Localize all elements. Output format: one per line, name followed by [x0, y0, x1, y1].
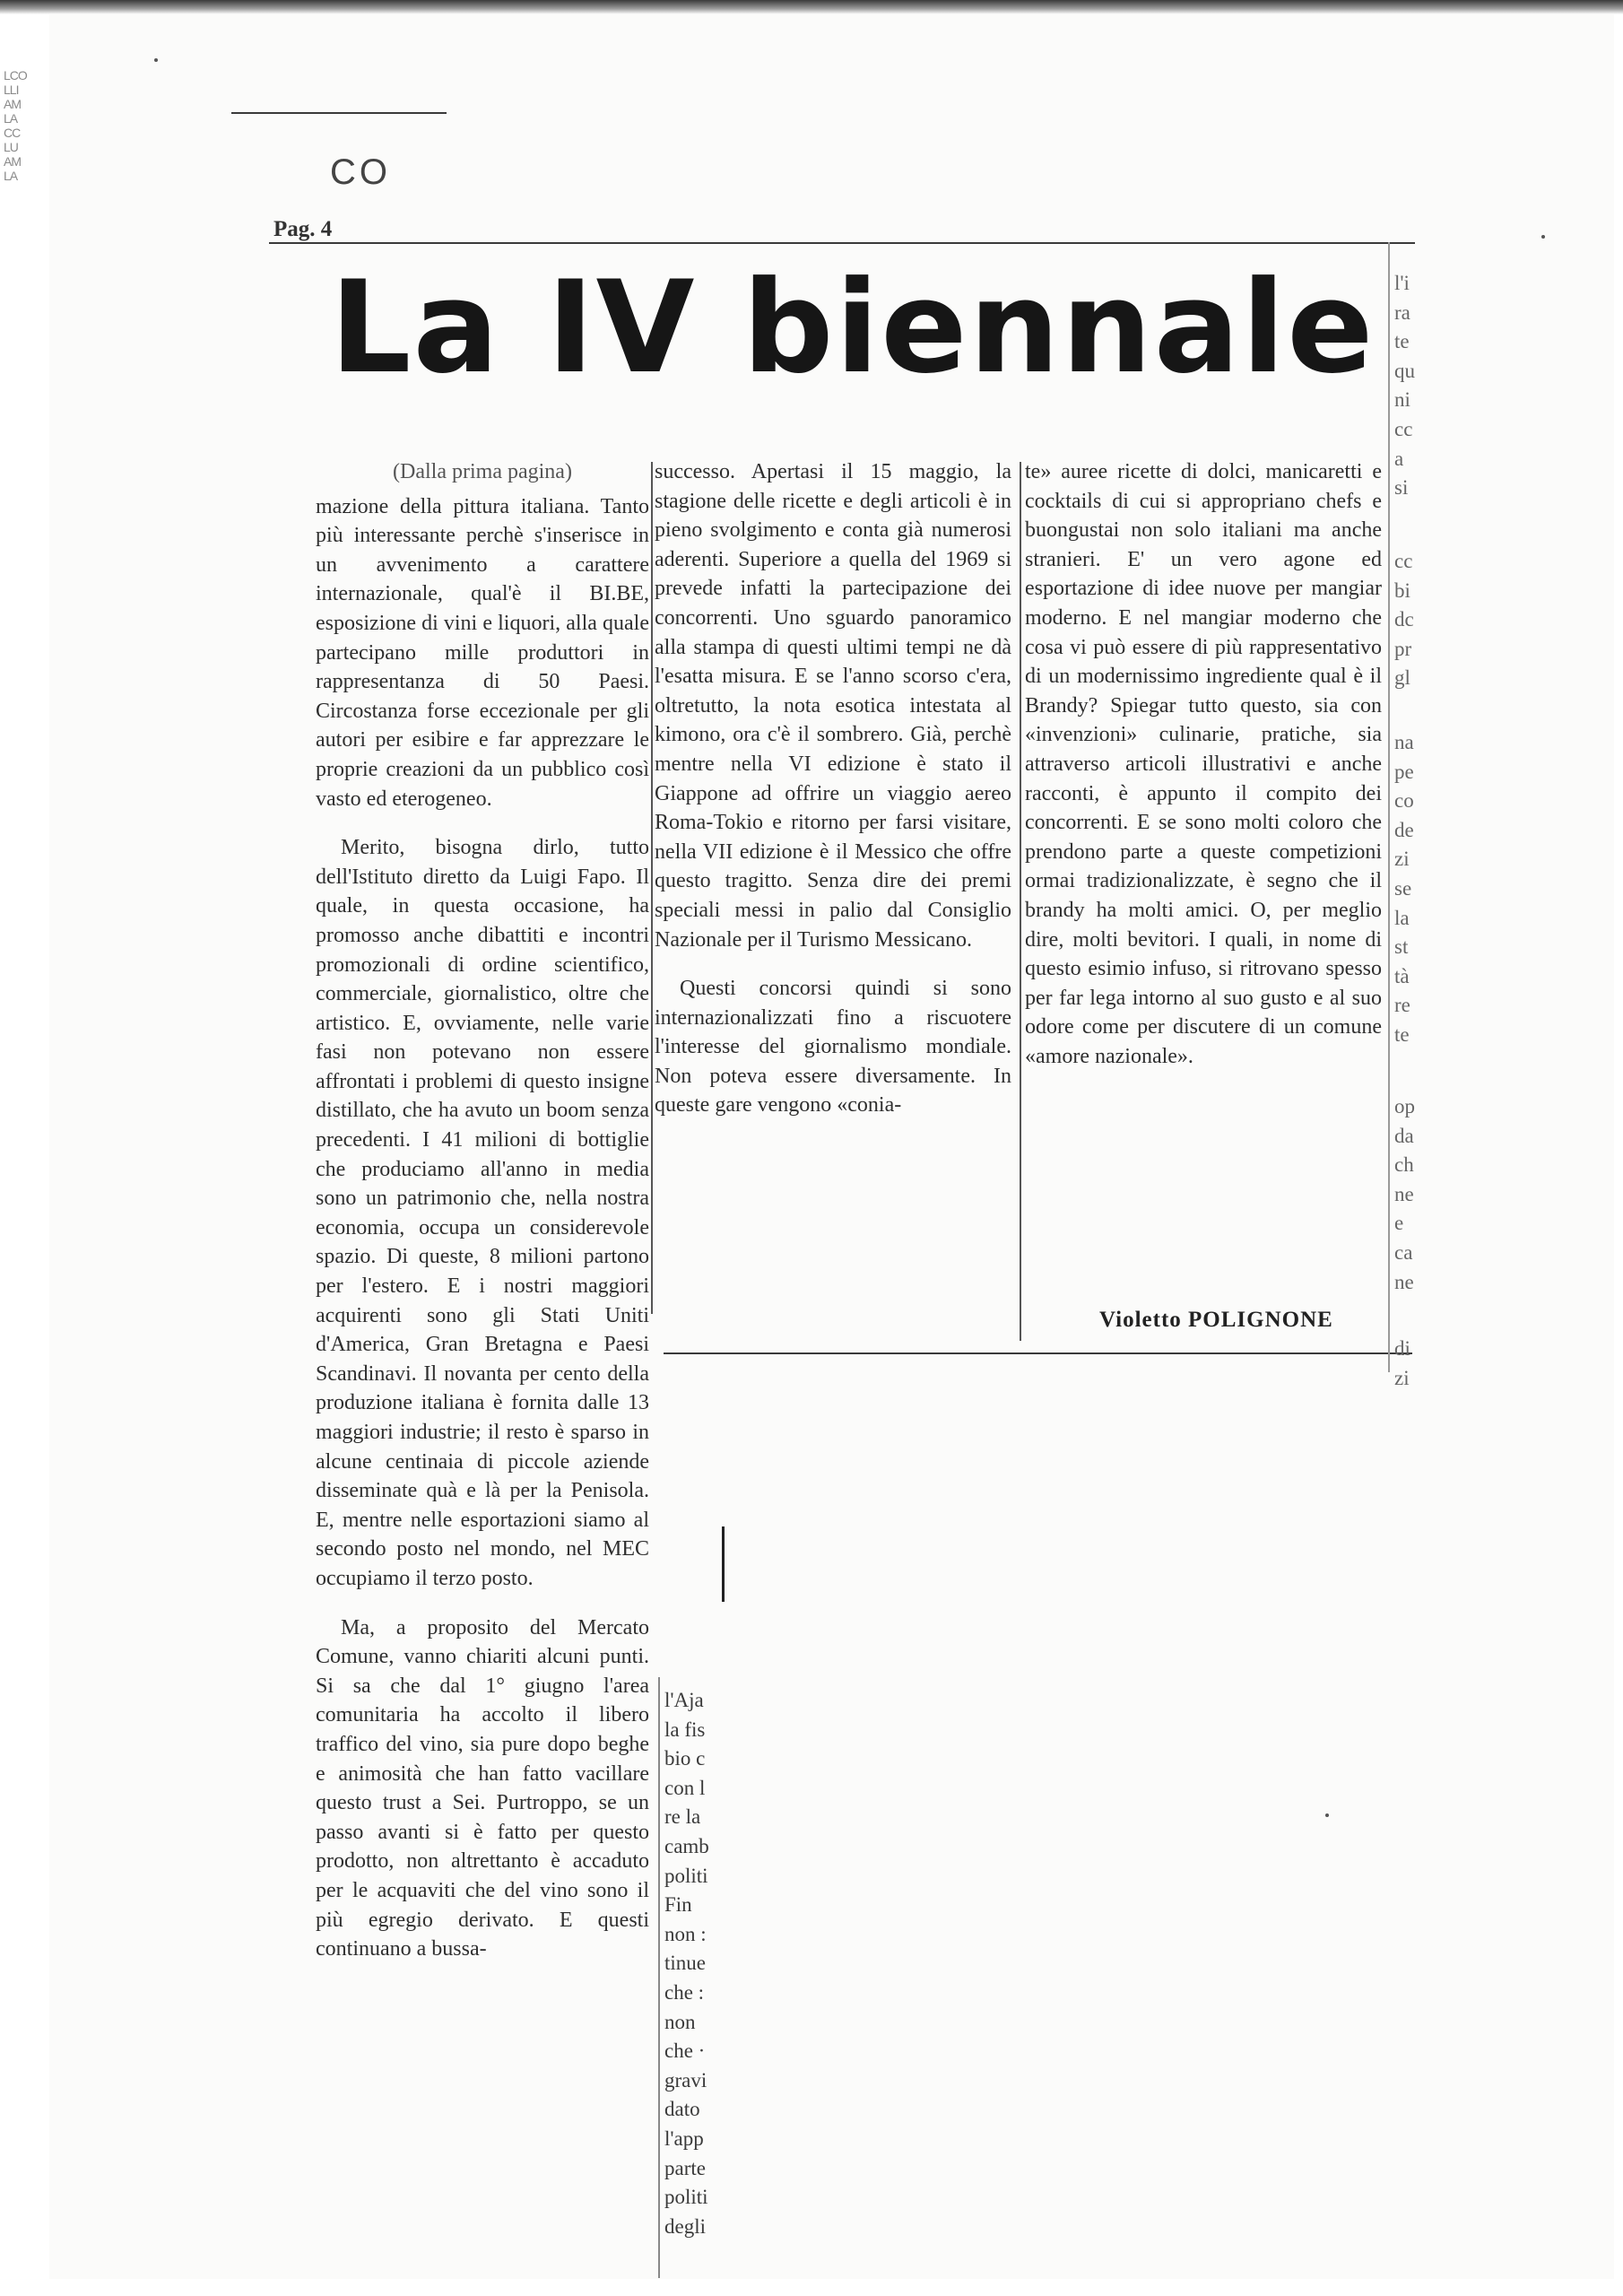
article-end-rule — [664, 1352, 1412, 1354]
adjacent-fragment-right: cc bi dc pr gl — [1394, 550, 1414, 690]
adjacent-fragment-right: na pe co de zi se la st tà re te — [1394, 731, 1414, 1046]
column-rule — [1020, 462, 1021, 1341]
paragraph: successo. Apertasi il 15 maggio, la stagione delle ricette e degli articoli è in pieno svolgimento e conta già numerosi aderenti. Superiore a quella del 1969 si prevede infatti la partecipazione dei concorrenti. Uno sguardo panoramico alla stampa di questi ultimi tempi ne dà l'esatta misura. E se l'anno scorso c'era, oltretutto, la nota esotica intestata al kimono, ora c'è il sombrero. Già, perchè mentre nella VI edizione è stato il Giappone ad offrire un viaggio aereo Roma-Tokio e ritorno per farsi visitare, nella VII edizione è il Messico che offre questo tragitto. Senza dire dei premi speciali messi in palio dal Consiglio Nazionale per il Turismo Messicano. — [655, 460, 1011, 952]
continuation-note: (Dalla prima pagina) — [393, 460, 572, 483]
masthead-fragment: CO — [330, 152, 391, 192]
paragraph: mazione della pittura italiana. Tanto più interessante perchè s'inserisce in un avvenimento a carattere internazionale, qual'è il BI.BE, esposizione di vini e liquori, alla quale partecipano mille produttori in rappresentanza di 50 Paesi. Circostanza forse eccezionale per gli autori per esibire e far apprezzare le proprie creazioni da un pubblico così vasto ed eterogeneo. — [316, 494, 649, 811]
article-column-3 — [1025, 457, 1382, 1071]
adjacent-fragment-bottom: l'Aja la fis bio c con l re la camb politi Fin non : tinue che : non che · gravi dato l'app parte politi degli — [664, 1689, 709, 2238]
scan-speck — [1325, 1813, 1329, 1817]
masthead-rule — [231, 112, 447, 114]
margin-scan-noise: LCO LLI AM LA CC LU AM LA — [4, 68, 27, 183]
stray-mark — [722, 1526, 725, 1602]
header-rule — [269, 242, 1415, 244]
column-rule — [651, 462, 653, 1314]
author-signature: Violetto POLIGNONE — [1099, 1308, 1333, 1332]
article-column-1 — [316, 457, 649, 1964]
page-label: Pag. 4 — [273, 217, 333, 241]
article-title: La IV biennale — [330, 254, 1376, 402]
column-rule — [658, 1677, 660, 2278]
adjacent-fragment-right: di zi — [1394, 1337, 1410, 1389]
paragraph: te» auree ricette di dolci, manicaretti e cocktails di cui si appropriano chefs e buongustai non solo italiani ma anche stranieri. E' un vero agone ed esportazione di idee nuove per mangiar moderno. E nel mangiar moderno che cosa vi può essere di più rappresentativo di un modernissimo ingrediente qual è il Brandy? Spiegar tutto questo, sia con «invenzioni» culinarie, pratiche, sia attraverso articoli illustrativi e anche racconti, è appunto il compito dei concorrenti. E se sono molti coloro che prendono parte a queste competizioni ormai tradizionalizzate, è segno che il brandy ha molti amici. O, per meglio dire, molti bevitori. I quali, in nome di questo esimio infuso, si ritrovano spesso per far lega intorno al suo gusto e al suo odore come per discutere di un comune «amore nazionale». — [1025, 460, 1382, 1068]
article-column-2 — [655, 457, 1011, 1120]
adjacent-fragment-right: op da ch ne e ca ne — [1394, 1095, 1415, 1293]
adjacent-fragment-right: l'i ra te qu ni cc a si — [1394, 272, 1415, 500]
column-rule — [1388, 242, 1390, 1372]
paragraph: Merito, bisogna dirlo, tutto dell'Istituto diretto da Luigi Fapo. Il quale, in questa occasione, ha promosso anche dibattiti e incontri promozionali di ordine scientifico, commerciale, giornalistico, oltre che artistico. E, ovviamente, nelle varie fasi non potevano non essere affrontati i problemi di questo insigne distillato, che ha avuto un boom senza precedenti. I 41 milioni di bottiglie che produciamo all'anno in media sono un patrimonio che, nella nostra economia, occupa un considerevole spazio. Di queste, 8 milioni partono per l'estero. E i nostri maggiori acquirenti sono gli Stati Uniti d'America, Gran Bretagna e Paesi Scandinavi. Il novanta per cento della produzione italiana è fornita dalle 13 maggiori industrie; il resto è sparso in alcune centinaia di piccole aziende disseminate quà e là per la Penisola. E, mentre nelle esportazioni siamo al secondo posto nel mondo, nel MEC occupiamo il terzo posto. — [316, 836, 649, 1590]
paragraph: Questi concorsi quindi si sono internazionalizzati fino a riscuotere l'interesse del giornalismo mondiale. Non poteva essere diversamente. In queste gare vengono «conia- — [655, 977, 1011, 1118]
scan-edge — [0, 0, 1623, 14]
scan-speck — [1541, 235, 1545, 239]
paragraph: Ma, a proposito del Mercato Comune, vanno chiariti alcuni punti. Si sa che dal 1° giugno l'area comunitaria ha accolto il libero traffico del vino, sia pure dopo beghe e animosità che han fatto vacillare questo trust a Sei. Purtroppo, se un passo avanti si è fatto per questo prodotto, non altrettanto è accaduto per le acquaviti che del vino sono il più egregio derivato. E questi continuano a bussa- — [316, 1615, 649, 1961]
scan-speck — [154, 58, 158, 62]
